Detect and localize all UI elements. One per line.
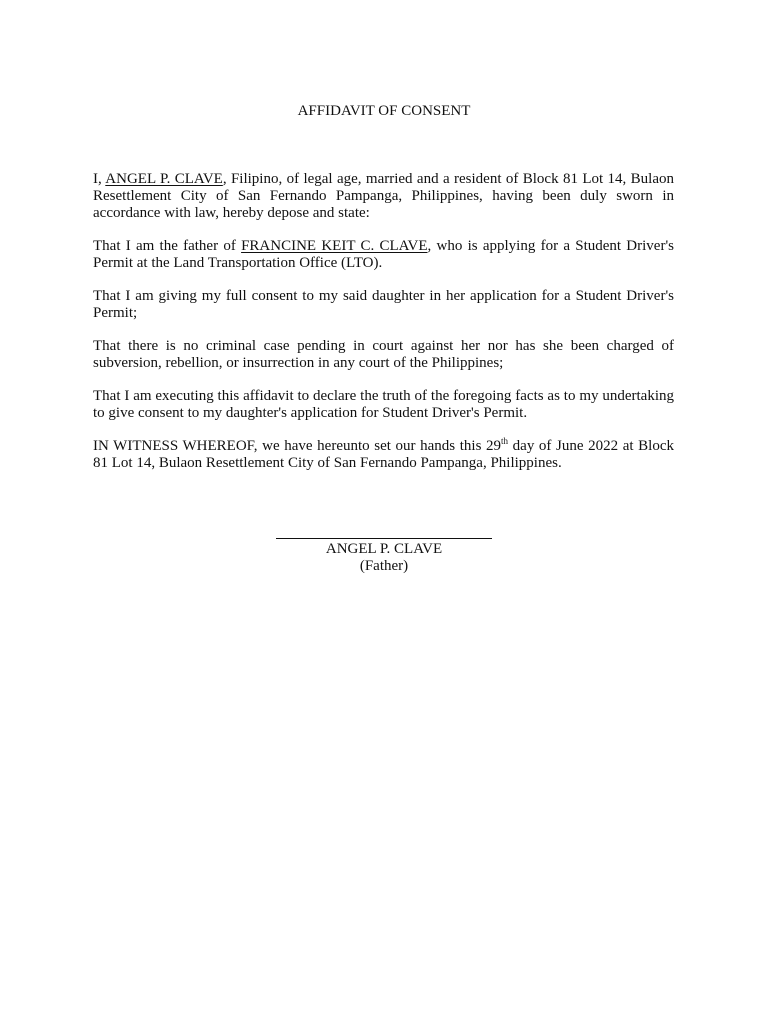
witness-prefix: IN WITNESS WHEREOF, we have hereunto set our hands this 29 (93, 438, 502, 454)
signatory-role: (Father) (359, 558, 409, 574)
affiant-name: ANGEL P. CLAVE (105, 171, 223, 187)
intro-prefix: I, (93, 171, 106, 187)
signature-block (276, 520, 492, 575)
paragraph-no-case: That there is no criminal case pending in court against her nor has she been charged of subversion, rebellion, or insurrection in any court of the Philippines; (93, 338, 674, 371)
document-body (93, 171, 674, 488)
witness-text: day of June 2022 at Block 81 Lot 14, Bulaon Resettlement City of San Fernando Pampanga, Philippines. (93, 438, 675, 471)
father-text: , who is applying for a Student Driver's Permit at the Land Transportation Office (LTO). (93, 238, 674, 271)
paragraph-intro (93, 171, 674, 222)
paragraph-witness (93, 438, 674, 472)
signatory-name: ANGEL P. CLAVE (325, 541, 443, 557)
paragraph-purpose: That I am executing this affidavit to declare the truth of the foregoing facts as to my undertaking to give consent to my daughter's application for Student Driver's Permit. (93, 388, 674, 421)
document-title: AFFIDAVIT OF CONSENT (297, 103, 471, 119)
signature-line (276, 538, 492, 539)
paragraph-father (93, 238, 674, 272)
intro-text: , Filipino, of legal age, married and a resident of Block 81 Lot 14, Bulaon Resettlement City of San Fernando Pampanga, Philippines, having been duly sworn in accordance with law, hereby depose and state: (93, 171, 674, 221)
paragraph-consent: That I am giving my full consent to my said daughter in her application for a Student Driver's Permit; (93, 288, 674, 321)
father-prefix: That I am the father of (93, 238, 242, 254)
day-suffix: th (501, 436, 509, 446)
daughter-name: FRANCINE KEIT C. CLAVE (241, 238, 428, 254)
